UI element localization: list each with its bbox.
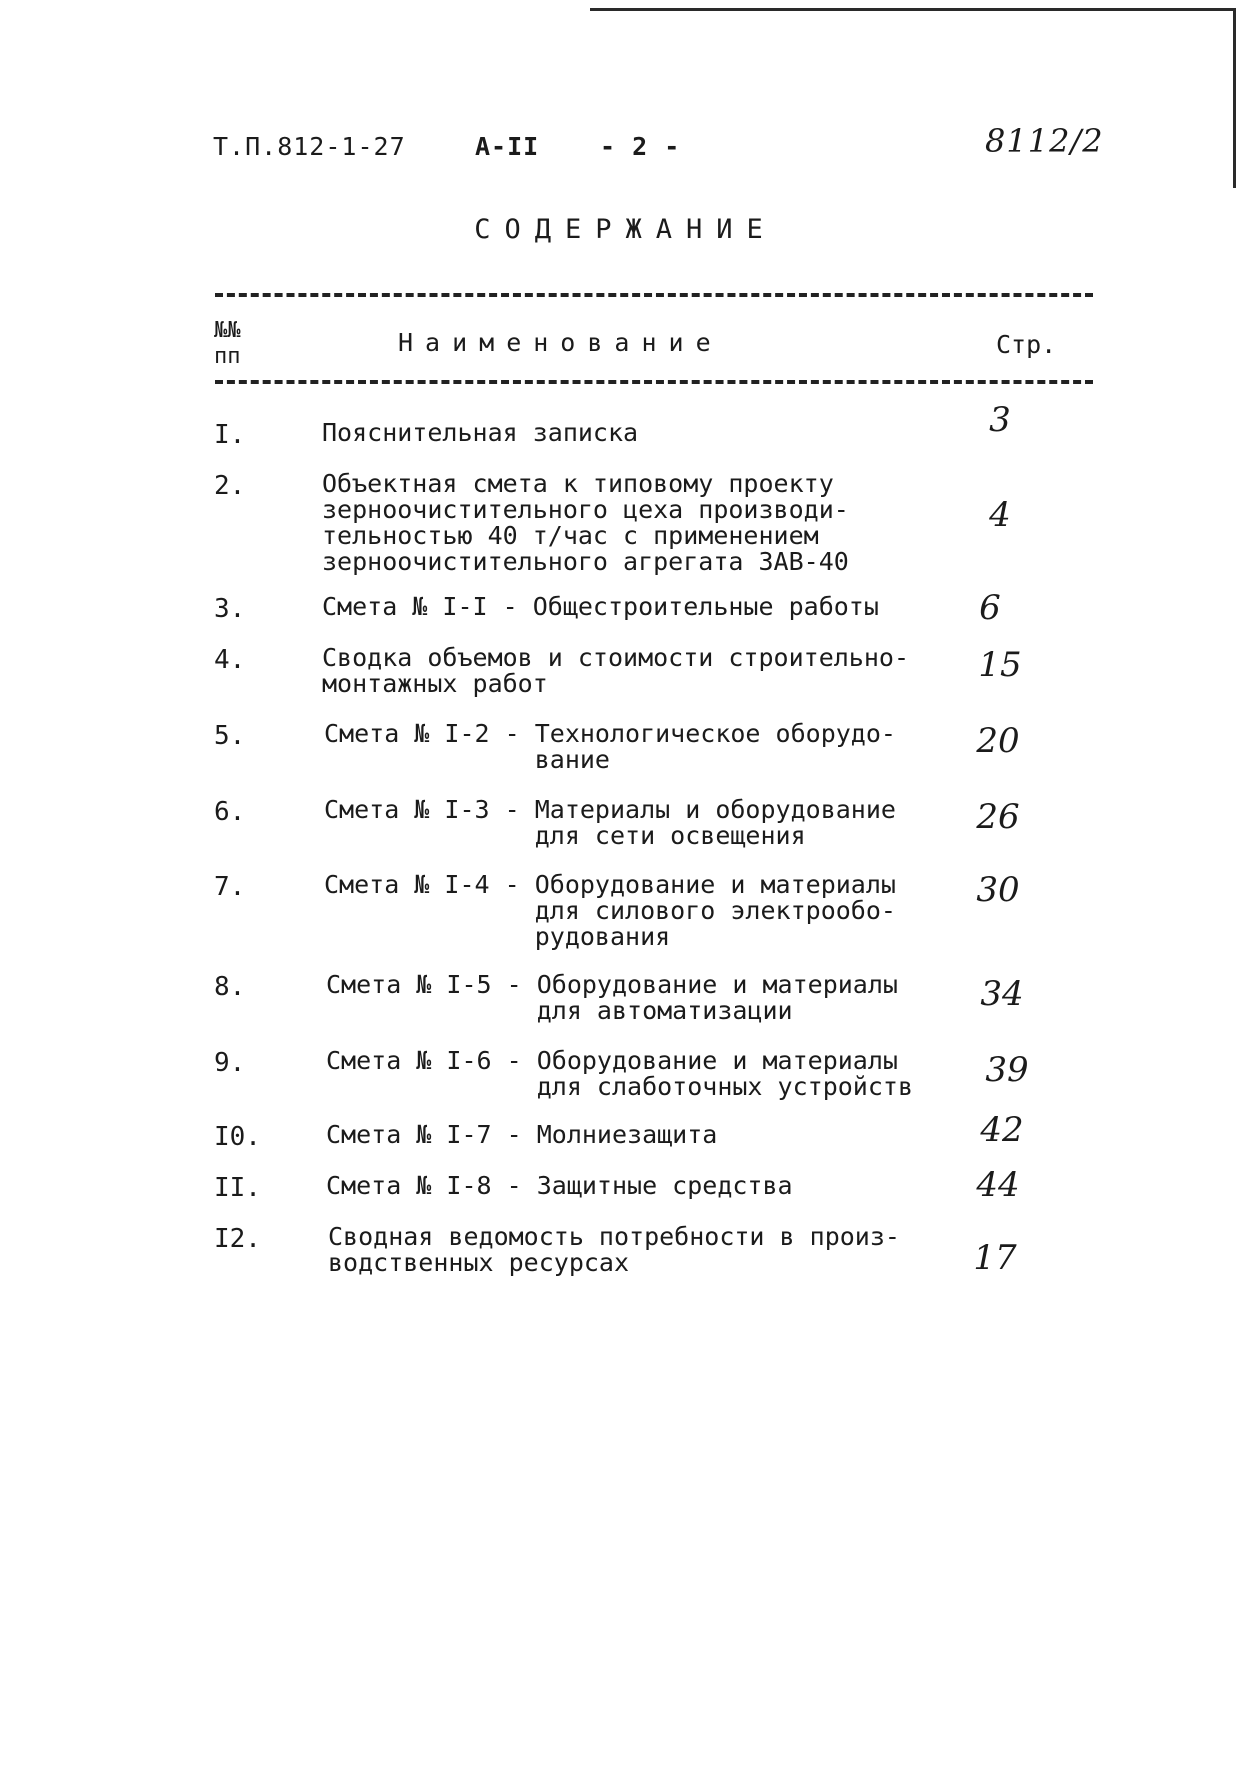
item-text: Сводная ведомость потребности в произ- водственных ресурсах [328,1222,900,1277]
table-header-rule [215,380,1093,384]
item-page: 42 [980,1110,1024,1150]
item-text: Пояснительная записка [322,418,639,447]
handwritten-ref: 8112/2 [985,122,1104,160]
column-header-number: №№ пп [214,318,241,369]
item-number: I2. [214,1224,261,1254]
item-page: 34 [980,974,1024,1014]
item-text: Объектная смета к типовому проекту зерноочистительного цеха производи- тельностью 40 т/час с применением зерноочистительного агрегата ЗАВ-40 [322,469,849,576]
item-page: 4 [989,495,1011,535]
item-page: 39 [985,1050,1029,1090]
item-page: 26 [976,797,1020,837]
item-page: 44 [976,1165,1020,1205]
item-text: Смета № I-3 - Материалы и оборудование для сети освещения [324,795,896,850]
item-number: II. [214,1173,261,1203]
item-page: 20 [976,721,1020,761]
item-page: 6 [979,588,1001,628]
border-line-right [1233,8,1236,188]
album-code: А-II [475,132,540,161]
item-number: I0. [214,1122,261,1152]
item-page: 17 [973,1238,1017,1278]
item-text: Смета № I-I - Общестроительные работы [322,592,879,621]
item-text: Смета № I-8 - Защитные средства [326,1171,793,1200]
item-page: 30 [976,870,1020,910]
item-text: Смета № I-5 - Оборудование и материалы для автоматизации [326,970,898,1025]
item-text: Смета № I-7 - Молниезащита [326,1120,718,1149]
page-number: - 2 - [600,132,681,161]
item-page: 15 [978,645,1022,685]
item-number: 9. [214,1048,246,1078]
item-number: I. [214,420,246,450]
item-number: 5. [214,721,246,751]
item-number: 6. [214,797,246,827]
item-text: Смета № I-4 - Оборудование и материалы для силового электрообо- рудования [324,870,896,951]
column-header-name: Наименование [398,328,723,357]
item-number: 7. [214,872,246,902]
item-text: Смета № I-6 - Оборудование и материалы для слаботочных устройств [326,1046,913,1101]
item-number: 8. [214,972,246,1002]
border-line-top [590,8,1236,11]
column-header-page: Стр. [996,330,1057,359]
item-number: 4. [214,645,246,675]
item-text: Сводка объемов и стоимости строительно- монтажных работ [322,643,909,698]
table-top-rule [215,293,1093,297]
item-number: 2. [214,471,246,501]
item-page: 3 [989,400,1011,440]
doc-code: Т.П.812-1-27 [213,132,406,161]
item-number: 3. [214,594,246,624]
item-text: Смета № I-2 - Технологическое оборудо- вание [324,719,896,774]
page-title: СОДЕРЖАНИЕ [474,214,777,245]
